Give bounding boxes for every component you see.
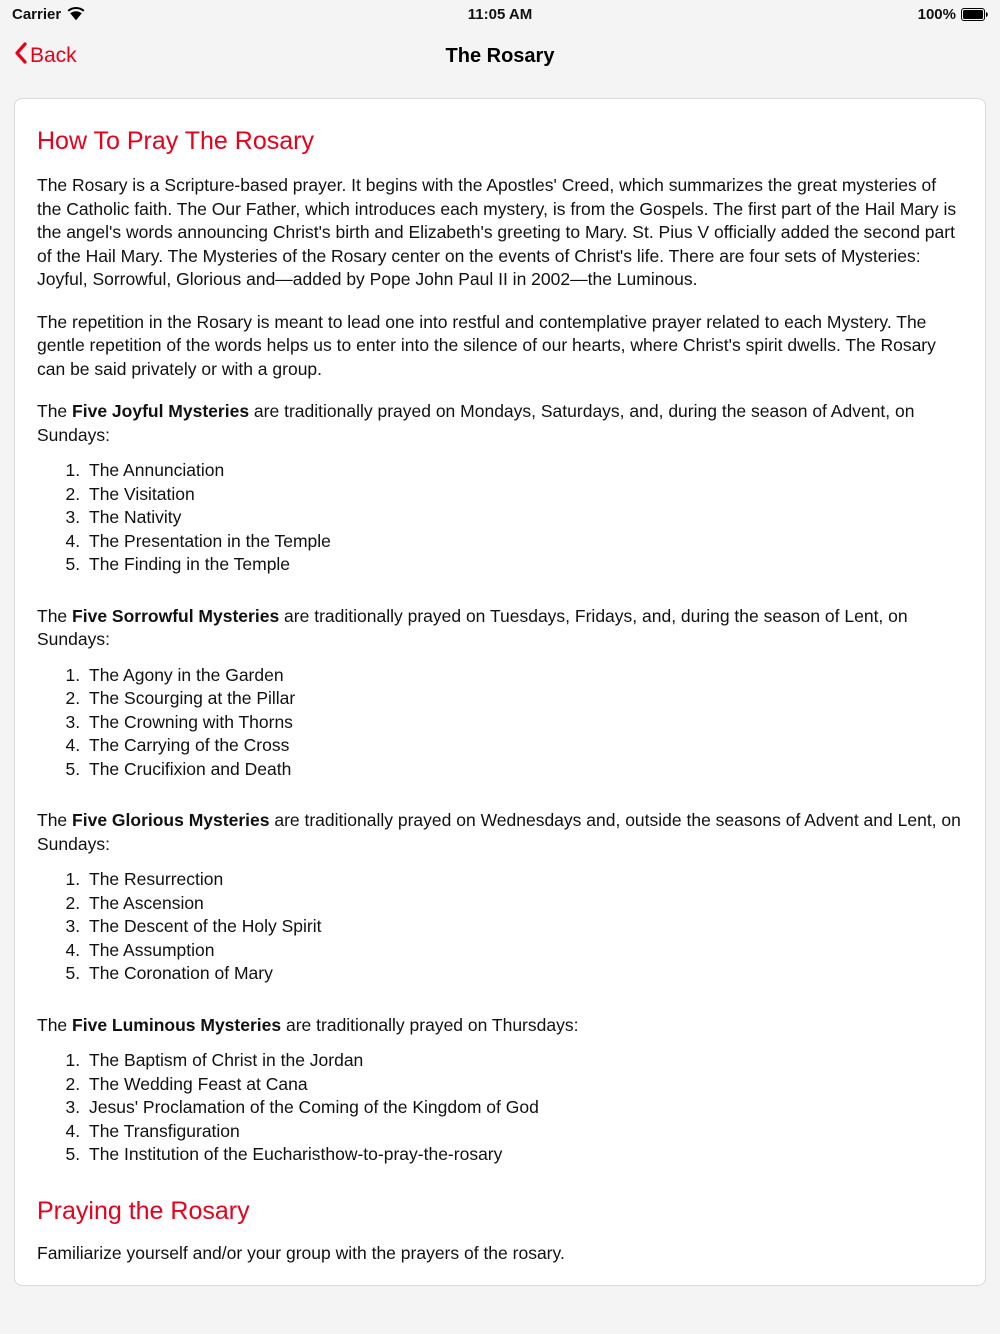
chevron-left-icon	[14, 42, 27, 70]
mystery-section	[37, 1014, 963, 1167]
list-item: 5. The Institution of the Eucharisthow-to-pray-the-rosary	[85, 1143, 963, 1167]
list-item: 2. The Visitation	[85, 483, 963, 507]
mystery-list	[37, 868, 963, 986]
list-item: 5. The Coronation of Mary	[85, 962, 963, 986]
list-item: 3. The Crowning with Thorns	[85, 711, 963, 735]
back-button[interactable]	[8, 28, 83, 84]
list-item: 1. The Baptism of Christ in the Jordan	[85, 1049, 963, 1073]
list-item: 1. The Annunciation	[85, 459, 963, 483]
list-item: 5. The Finding in the Temple	[85, 553, 963, 577]
mystery-list	[37, 664, 963, 782]
list-item: 1. The Resurrection	[85, 868, 963, 892]
list-item: 4. The Presentation in the Temple	[85, 530, 963, 554]
battery-icon	[961, 8, 988, 21]
list-item: 2. The Wedding Feast at Cana	[85, 1073, 963, 1097]
list-item: 4. The Carrying of the Cross	[85, 734, 963, 758]
mystery-section	[37, 400, 963, 577]
wifi-icon	[67, 7, 85, 21]
article-paragraph: The repetition in the Rosary is meant to lead one into restful and contemplative prayer related to each Mystery. The gentle repetition of the words helps us to enter into the silence of our hearts, where Christ's spirit dwells. The Rosary can be said privately or with a group.	[37, 311, 936, 379]
back-button-label: Back	[30, 44, 77, 67]
mystery-section	[37, 809, 963, 986]
list-item: 3. The Nativity	[85, 506, 963, 530]
list-item: 2. The Ascension	[85, 892, 963, 916]
status-time: 11:05 AM	[467, 5, 533, 23]
list-item: 3. The Descent of the Holy Spirit	[85, 915, 963, 939]
article-paragraph: The Rosary is a Scripture-based prayer. It begins with the Apostles' Creed, which summarizes the great mysteries of the Catholic faith. The Our Father, which introduces each mystery, is from the Gospels. The first part of the Hail Mary is the angel's words announcing Christ's birth and Elizabeth's greeting to Mary. St. Pius V officially added the second part of the Hail Mary. The Mysteries of the Rosary center on the events of Christ's life. There are four sets of Mysteries: Joyful, Sorrowful, Glorious and—added by Pope John Paul II in 2002—the Luminous.	[37, 175, 957, 289]
section-intro: The Five Sorrowful Mysteries are traditionally prayed on Tuesdays, Fridays, and, during the season of Lent, on Sundays:	[37, 605, 908, 649]
list-item: 5. The Crucifixion and Death	[85, 758, 963, 782]
mystery-list	[37, 1049, 963, 1167]
article-closing: Familiarize yourself and/or your group with the prayers of the rosary.	[37, 1242, 565, 1263]
list-item: 3. Jesus' Proclamation of the Coming of the Kingdom of God	[85, 1096, 963, 1120]
mystery-list	[37, 459, 963, 577]
mystery-section	[37, 605, 963, 782]
list-item: 1. The Agony in the Garden	[85, 664, 963, 688]
page-title: The Rosary	[445, 44, 555, 67]
status-bar	[0, 0, 1000, 28]
section-intro: The Five Glorious Mysteries are traditionally prayed on Wednesdays and, outside the seasons of Advent and Lent, on Sundays:	[37, 810, 961, 854]
carrier-label: Carrier	[12, 5, 62, 23]
list-item: 4. The Transfiguration	[85, 1120, 963, 1144]
article-heading: How To Pray The Rosary	[37, 127, 314, 155]
nav-bar	[0, 28, 1000, 84]
battery-percent: 100%	[917, 5, 956, 23]
article-subheading: Praying the Rosary	[37, 1196, 250, 1225]
mystery-sections	[37, 400, 963, 1167]
content-card	[14, 98, 986, 1286]
list-item: 4. The Assumption	[85, 939, 963, 963]
list-item: 2. The Scourging at the Pillar	[85, 687, 963, 711]
section-intro: The Five Joyful Mysteries are traditionally prayed on Mondays, Saturdays, and, during the season of Advent, on Sundays:	[37, 401, 915, 445]
section-intro: The Five Luminous Mysteries are traditionally prayed on Thursdays:	[37, 1014, 579, 1035]
